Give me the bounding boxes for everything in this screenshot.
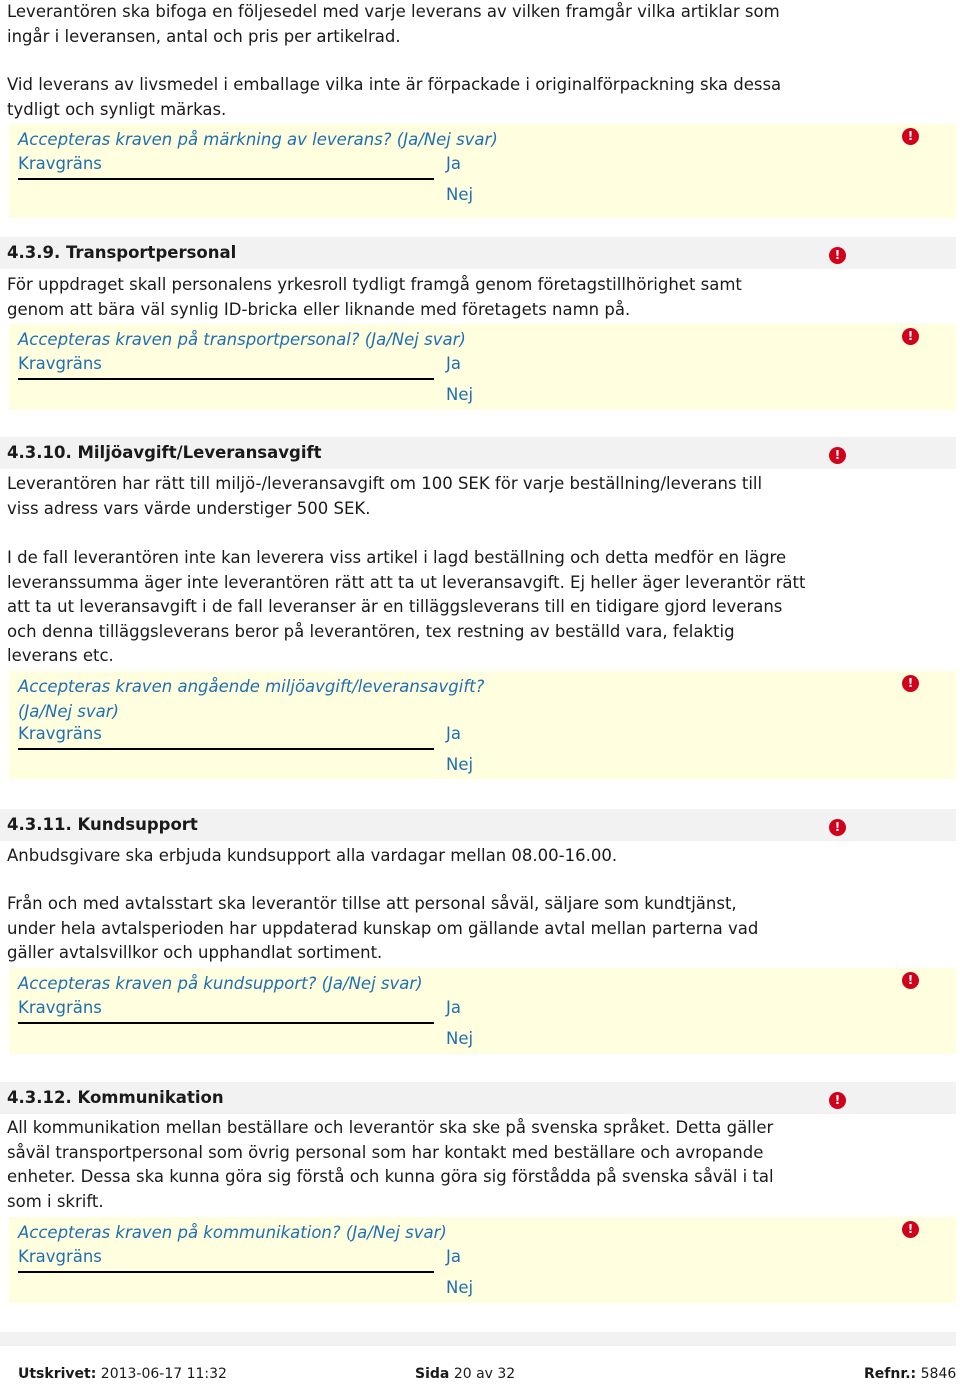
- question-text: Accepteras kraven angående miljöavgift/leveransavgift? (Ja/Nej svar): [18, 677, 485, 721]
- section-title: 4.3.12. Kommunikation: [7, 1088, 224, 1107]
- footer-ref: [864, 1366, 956, 1382]
- kravgrans-label: Kravgräns: [18, 1247, 102, 1266]
- warning-icon: !: [902, 972, 919, 989]
- question-text: Accepteras kraven på kommunikation? (Ja/Nej svar): [18, 1223, 447, 1242]
- printed-value: 2013-06-17 11:32: [100, 1366, 227, 1382]
- kravgrans-line: [18, 378, 434, 380]
- section-body-1: Anbudsgivare ska erbjuda kundsupport alla vardagar mellan 08.00-16.00.: [7, 846, 618, 865]
- section-body-2: Från och med avtalsstart ska leverantör tillse att personal såväl, säljare som kundtjänst, under hela avtalsperioden har uppdaterad kunskap om gällande avtal mellan parterna vad gäller avtalsvillkor och upphandlat sortiment.: [7, 894, 759, 962]
- kravgrans-label: Kravgräns: [18, 154, 102, 173]
- option-no[interactable]: Nej: [446, 1029, 474, 1048]
- option-yes[interactable]: Ja: [446, 1247, 461, 1266]
- section-body-1: Leverantören har rätt till miljö-/leveransavgift om 100 SEK för varje beställning/leverans till viss adress vars värde understiger 500 SEK.: [7, 474, 763, 518]
- kravgrans-label: Kravgräns: [18, 724, 102, 743]
- kravgrans-label: Kravgräns: [18, 998, 102, 1017]
- section-header-miljoavgift: [0, 437, 956, 469]
- intro-paragraph-2: Vid leverans av livsmedel i emballage vilka inte är förpackade i originalförpackning ska dessa tydligt och synligt märkas.: [7, 75, 782, 119]
- option-yes[interactable]: Ja: [446, 354, 461, 373]
- warning-icon: !: [829, 447, 846, 464]
- intro-paragraph-1: Leverantören ska bifoga en följesedel med varje leverans av vilken framgår vilka artiklar som ingår i leveransen, antal och pris per artikelrad.: [7, 2, 780, 46]
- question-text: Accepteras kraven på transportpersonal? (Ja/Nej svar): [18, 330, 466, 349]
- warning-icon: !: [902, 675, 919, 692]
- section-header-kommunikation: [0, 1082, 956, 1114]
- ref-label: Refnr.:: [864, 1366, 917, 1382]
- warning-icon: !: [829, 247, 846, 264]
- section-body-2: I de fall leverantören inte kan leverera viss artikel i lagd beställning och detta medför en lägre leveranssumma äger inte leverantören rätt att ta ut leveransavgift. Ej heller äger leverantör rätt att ta ut leveransavgift i de fall leveranser är en tilläggsleverans till en tidigare gjord leverans och denna tilläggsleverans beror på leverantören, tex restning av beställd vara, felaktig leverans etc.: [7, 548, 806, 665]
- question-box-kommunikation: [9, 1217, 956, 1303]
- warning-icon: !: [902, 328, 919, 345]
- page-label: Sida: [415, 1366, 450, 1382]
- warning-icon: !: [829, 819, 846, 836]
- footer-printed: [18, 1366, 227, 1382]
- kravgrans-line: [18, 178, 434, 180]
- option-no[interactable]: Nej: [446, 185, 474, 204]
- footer-page: [415, 1366, 515, 1382]
- warning-icon: !: [829, 1092, 846, 1109]
- question-box-marking: [9, 124, 956, 218]
- option-no[interactable]: Nej: [446, 385, 474, 404]
- option-yes[interactable]: Ja: [446, 724, 461, 743]
- section-title: 4.3.10. Miljöavgift/Leveransavgift: [7, 443, 322, 462]
- option-yes[interactable]: Ja: [446, 154, 461, 173]
- ref-value: 5846: [920, 1366, 957, 1382]
- page-value: 20 av 32: [453, 1366, 516, 1382]
- option-no[interactable]: Nej: [446, 1278, 474, 1297]
- option-no[interactable]: Nej: [446, 755, 474, 774]
- kravgrans-line: [18, 748, 434, 750]
- question-box-kundsupport: [9, 968, 956, 1054]
- question-text: Accepteras kraven på märkning av leverans? (Ja/Nej svar): [18, 130, 498, 149]
- kravgrans-line: [18, 1022, 434, 1024]
- kravgrans-label: Kravgräns: [18, 354, 102, 373]
- kravgrans-line: [18, 1271, 434, 1273]
- section-title: 4.3.9. Transportpersonal: [7, 243, 237, 262]
- section-header-kundsupport: [0, 809, 956, 841]
- section-title: 4.3.11. Kundsupport: [7, 815, 198, 834]
- option-yes[interactable]: Ja: [446, 998, 461, 1017]
- footer-divider: [0, 1332, 956, 1346]
- warning-icon: !: [902, 1221, 919, 1238]
- printed-label: Utskrivet:: [18, 1366, 97, 1382]
- question-box-transportpersonal: [9, 324, 956, 410]
- warning-icon: !: [902, 128, 919, 145]
- section-header-transportpersonal: [0, 237, 956, 269]
- question-text: Accepteras kraven på kundsupport? (Ja/Nej svar): [18, 974, 423, 993]
- section-body: För uppdraget skall personalens yrkesroll tydligt framgå genom företagstillhörighet samt genom att bära väl synlig ID-bricka eller liknande med företagets namn på.: [7, 275, 742, 319]
- question-box-miljoavgift: [9, 671, 956, 779]
- section-body: All kommunikation mellan beställare och leverantör ska ske på svenska språket. Detta gäller såväl transportpersonal som övrig personal som har kontakt med beställare och avropande enheter. Dessa ska kunna göra sig förstå och kunna göra sig förstådda på svenska såväl i tal som i skrift.: [7, 1118, 774, 1211]
